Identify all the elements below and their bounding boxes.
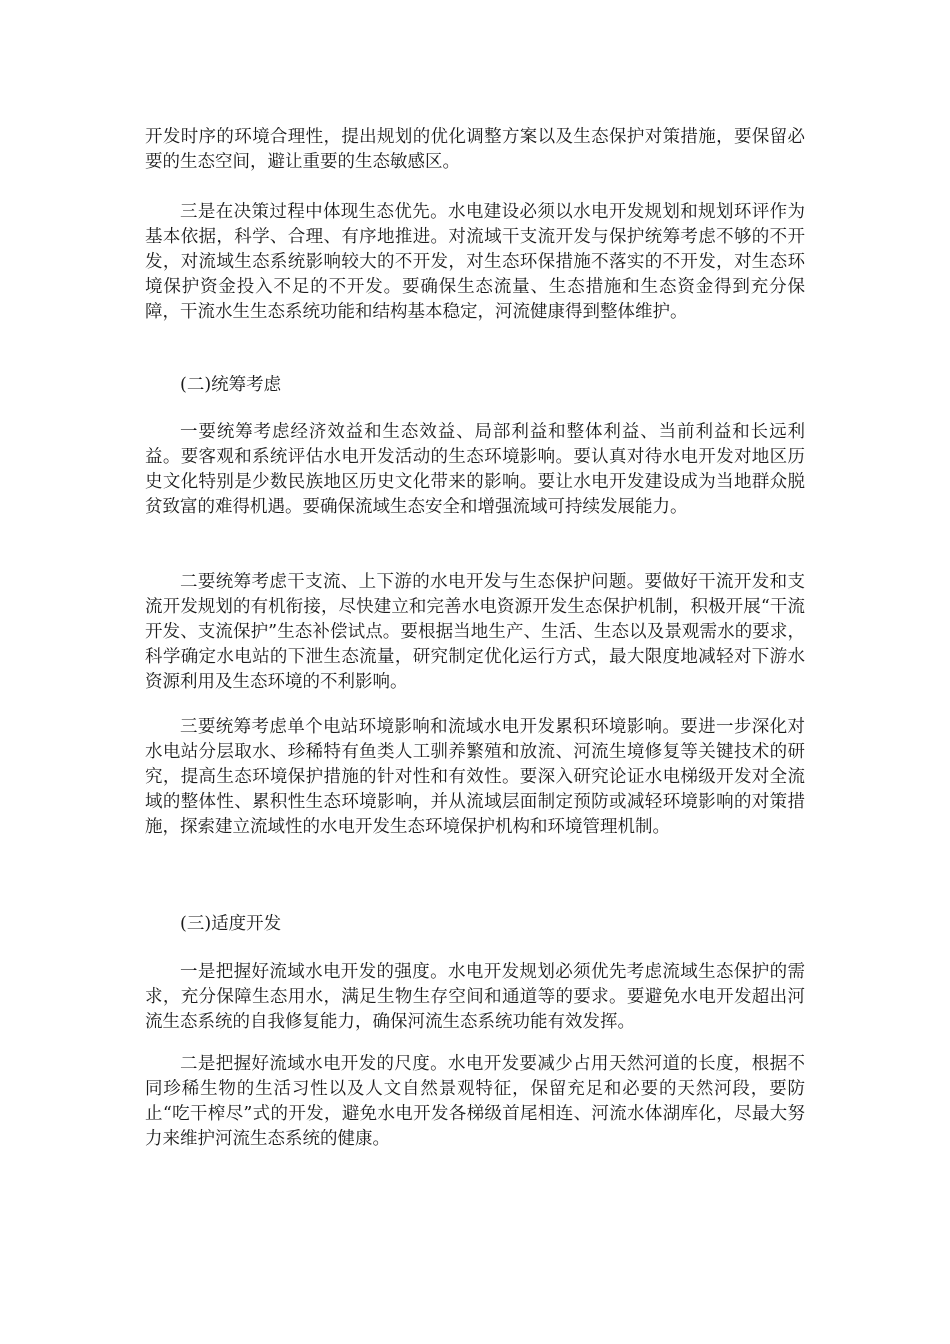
section-heading-2: (二)统筹考虑 — [180, 375, 282, 395]
paragraph-moderate-one: 一是把握好流域水电开发的强度。水电开发规划必须优先考虑流域生态保护的需求，充分保障生态用水，满足生物生存空间和通道等的要求。要避免水电开发超出河流生态系统的自我修复能力，确保河流生态系统功能有效发挥。 — [145, 962, 805, 1032]
paragraph-consider-three: 三要统筹考虑单个电站环境影响和流域水电开发累积环境影响。要进一步深化对水电站分层取水、珍稀特有鱼类人工驯养繁殖和放流、河流生境修复等关键技术的研究，提高生态环境保护措施的针对性和有效性。要深入研究论证水电梯级开发对全流域的整体性、累积性生态环境影响，并从流域层面制定预防或减轻环境影响的对策措施，探索建立流域性的水电开发生态环境保护机构和环境管理机制。 — [145, 717, 805, 837]
paragraph-eco-priority: 三是在决策过程中体现生态优先。水电建设必须以水电开发规划和规划环评作为基本依据，科学、合理、有序地推进。对流域干支流开发与保护统筹考虑不够的不开发，对流域生态系统影响较大的不开发，对生态环保措施不落实的不开发，对生态环境保护资金投入不足的不开发。要确保生态流量、生态措施和生态资金得到充分保障，干流水生生态系统功能和结构基本稳定，河流健康得到整体维护。 — [145, 202, 805, 322]
paragraph-consider-two: 二要统筹考虑干支流、上下游的水电开发与生态保护问题。要做好干流开发和支流开发规划的有机衔接，尽快建立和完善水电资源开发生态保护机制，积极开展“干流开发、支流保护”生态补偿试点。要根据当地生产、生活、生态以及景观需水的要求，科学确定水电站的下泄生态流量，研究制定优化运行方式，最大限度地减轻对下游水资源利用及生态环境的不利影响。 — [145, 572, 805, 692]
section-heading-3: (三)适度开发 — [180, 914, 282, 934]
paragraph-consider-one: 一要统筹考虑经济效益和生态效益、局部利益和整体利益、当前利益和长远利益。要客观和系统评估水电开发活动的生态环境影响。要认真对待水电开发对地区历史文化特别是少数民族地区历史文化带来的影响。要让水电开发建设成为当地群众脱贫致富的难得机遇。要确保流域生态安全和增强流域可持续发展能力。 — [145, 422, 805, 517]
paragraph-moderate-two: 二是把握好流域水电开发的尺度。水电开发要减少占用天然河道的长度，根据不同珍稀生物的生活习性以及人文自然景观特征，保留充足和必要的天然河段，要防止“吃干榨尽”式的开发，避免水电开发各梯级首尾相连、河流水体湖库化，尽最大努力来维护河流生态系统的健康。 — [145, 1054, 805, 1149]
paragraph-continuation: 开发时序的环境合理性，提出规划的优化调整方案以及生态保护对策措施，要保留必要的生态空间，避让重要的生态敏感区。 — [145, 127, 805, 172]
